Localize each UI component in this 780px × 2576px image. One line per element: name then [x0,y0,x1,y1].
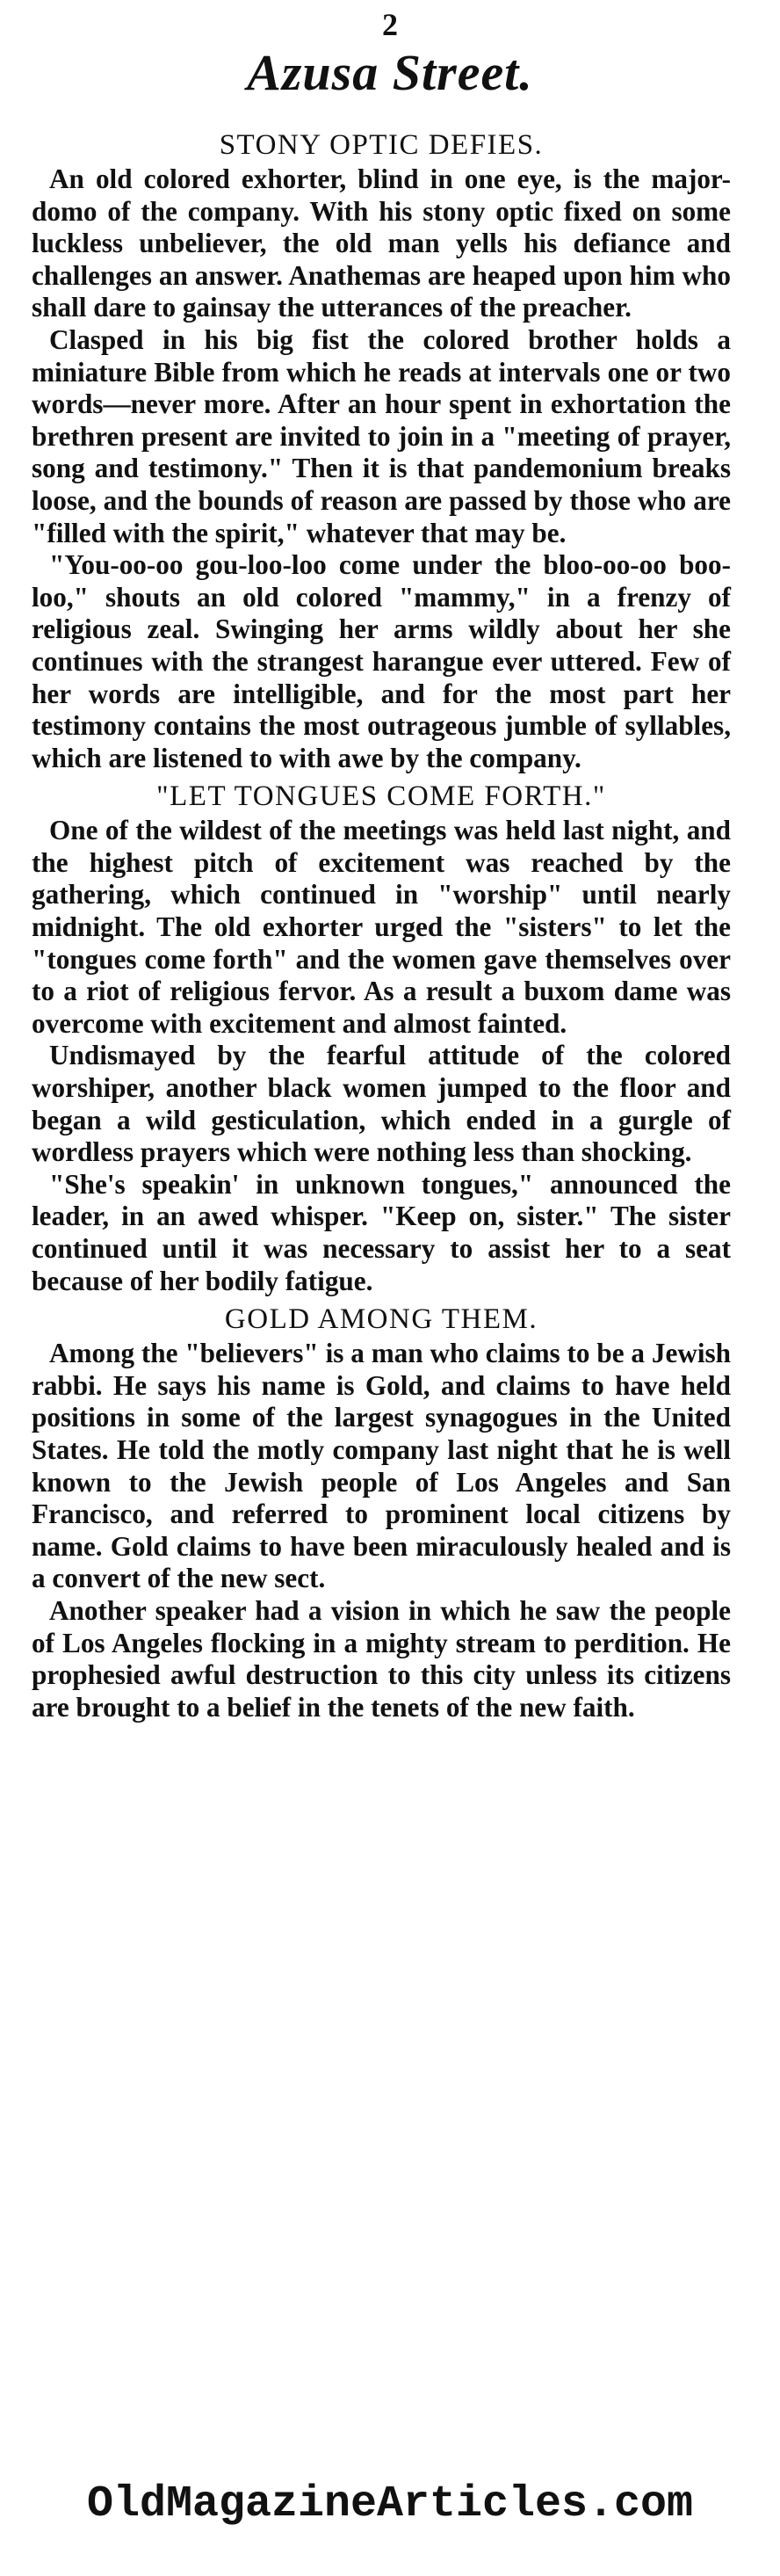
section-heading: GOLD AMONG THEM. [224,1303,538,1336]
footer-watermark: OldMagazineArticles.com [86,2479,694,2529]
article-paragraph: One of the wildest of the meetings was held last night, and the highest pitch of excitement was reached by the gathering, which continued in "worship" until nearly midnight. The old exhorter urged the "sisters" to let the "tongues come forth" and the women gave themselves over to a riot of religious fervor. As a result a buxom dame was overcome with excitement and almost fainted. [32,815,731,1039]
article-paragraph: Another speaker had a vision in which he saw the people of Los Angeles flocking in a mighty stream to perdition. He prophesied awful destruction to this city unless its citizens are brought to a belief in the tenets of the new faith. [32,1594,731,1723]
section-gold-among-them [32,1303,731,1723]
section-let-tongues [32,780,731,1297]
article-paragraph: "She's speakin' in unknown tongues," announced the leader, in an awed whisper. "Keep on, sister." The sister continued until it was necessary to assist her to a seat because of her bodily fatigue. [32,1168,731,1296]
section-stony-optic [32,128,731,774]
article-paragraph: "You-oo-oo gou-loo-loo come under the bloo-oo-oo boo-loo," shouts an old colored "mammy," in a frenzy of religious zeal. Swinging her arms wildly about her she continues with the strangest harangue ever uttered. Few of her words are intelligible, and for the most part her testimony contains the most outrageous jumble of syllables, which are listened to with awe by the company. [32,549,731,773]
article-paragraph: An old colored exhorter, blind in one eye, is the major-domo of the company. With his stony optic fixed on some luckless unbeliever, the old man yells his defiance and challenges an answer. Anathemas are heaped upon him who shall dare to gainsay the utterances of the preacher. [32,163,731,323]
article-paragraph: Among the "believers" is a man who claims to be a Jewish rabbi. He says his name is Gold, and claims to have held positions in some of the largest synagogues in the United States. He told the motly company last night that he is well known to the Jewish people of Los Angeles and San Francisco, and referred to prominent local citizens by name. Gold claims to have been miraculously healed and is a convert of the new sect. [32,1338,731,1594]
article-body [32,123,731,1723]
page-number: 2 [382,7,398,42]
section-heading: "LET TONGUES COME FORTH." [156,780,606,813]
publication-title: Azusa Street. [247,44,533,101]
article-paragraph: Clasped in his big fist the colored brother holds a miniature Bible from which he reads at intervals one or two words—never more. After an hour spent in exhortation the brethren present are invited to join in a "meeting of prayer, song and testimony." Then it is that pandemonium breaks loose, and the bounds of reason are passed by those who are "filled with the spirit," whatever that may be. [32,323,731,548]
section-heading: STONY OPTIC DEFIES. [219,129,544,161]
article-paragraph: Undismayed by the fearful attitude of the colored worshiper, another black women jumped to the floor and began a wild gesticulation, which ended in a gurgle of wordless prayers which were nothing less than shocking. [32,1040,731,1168]
